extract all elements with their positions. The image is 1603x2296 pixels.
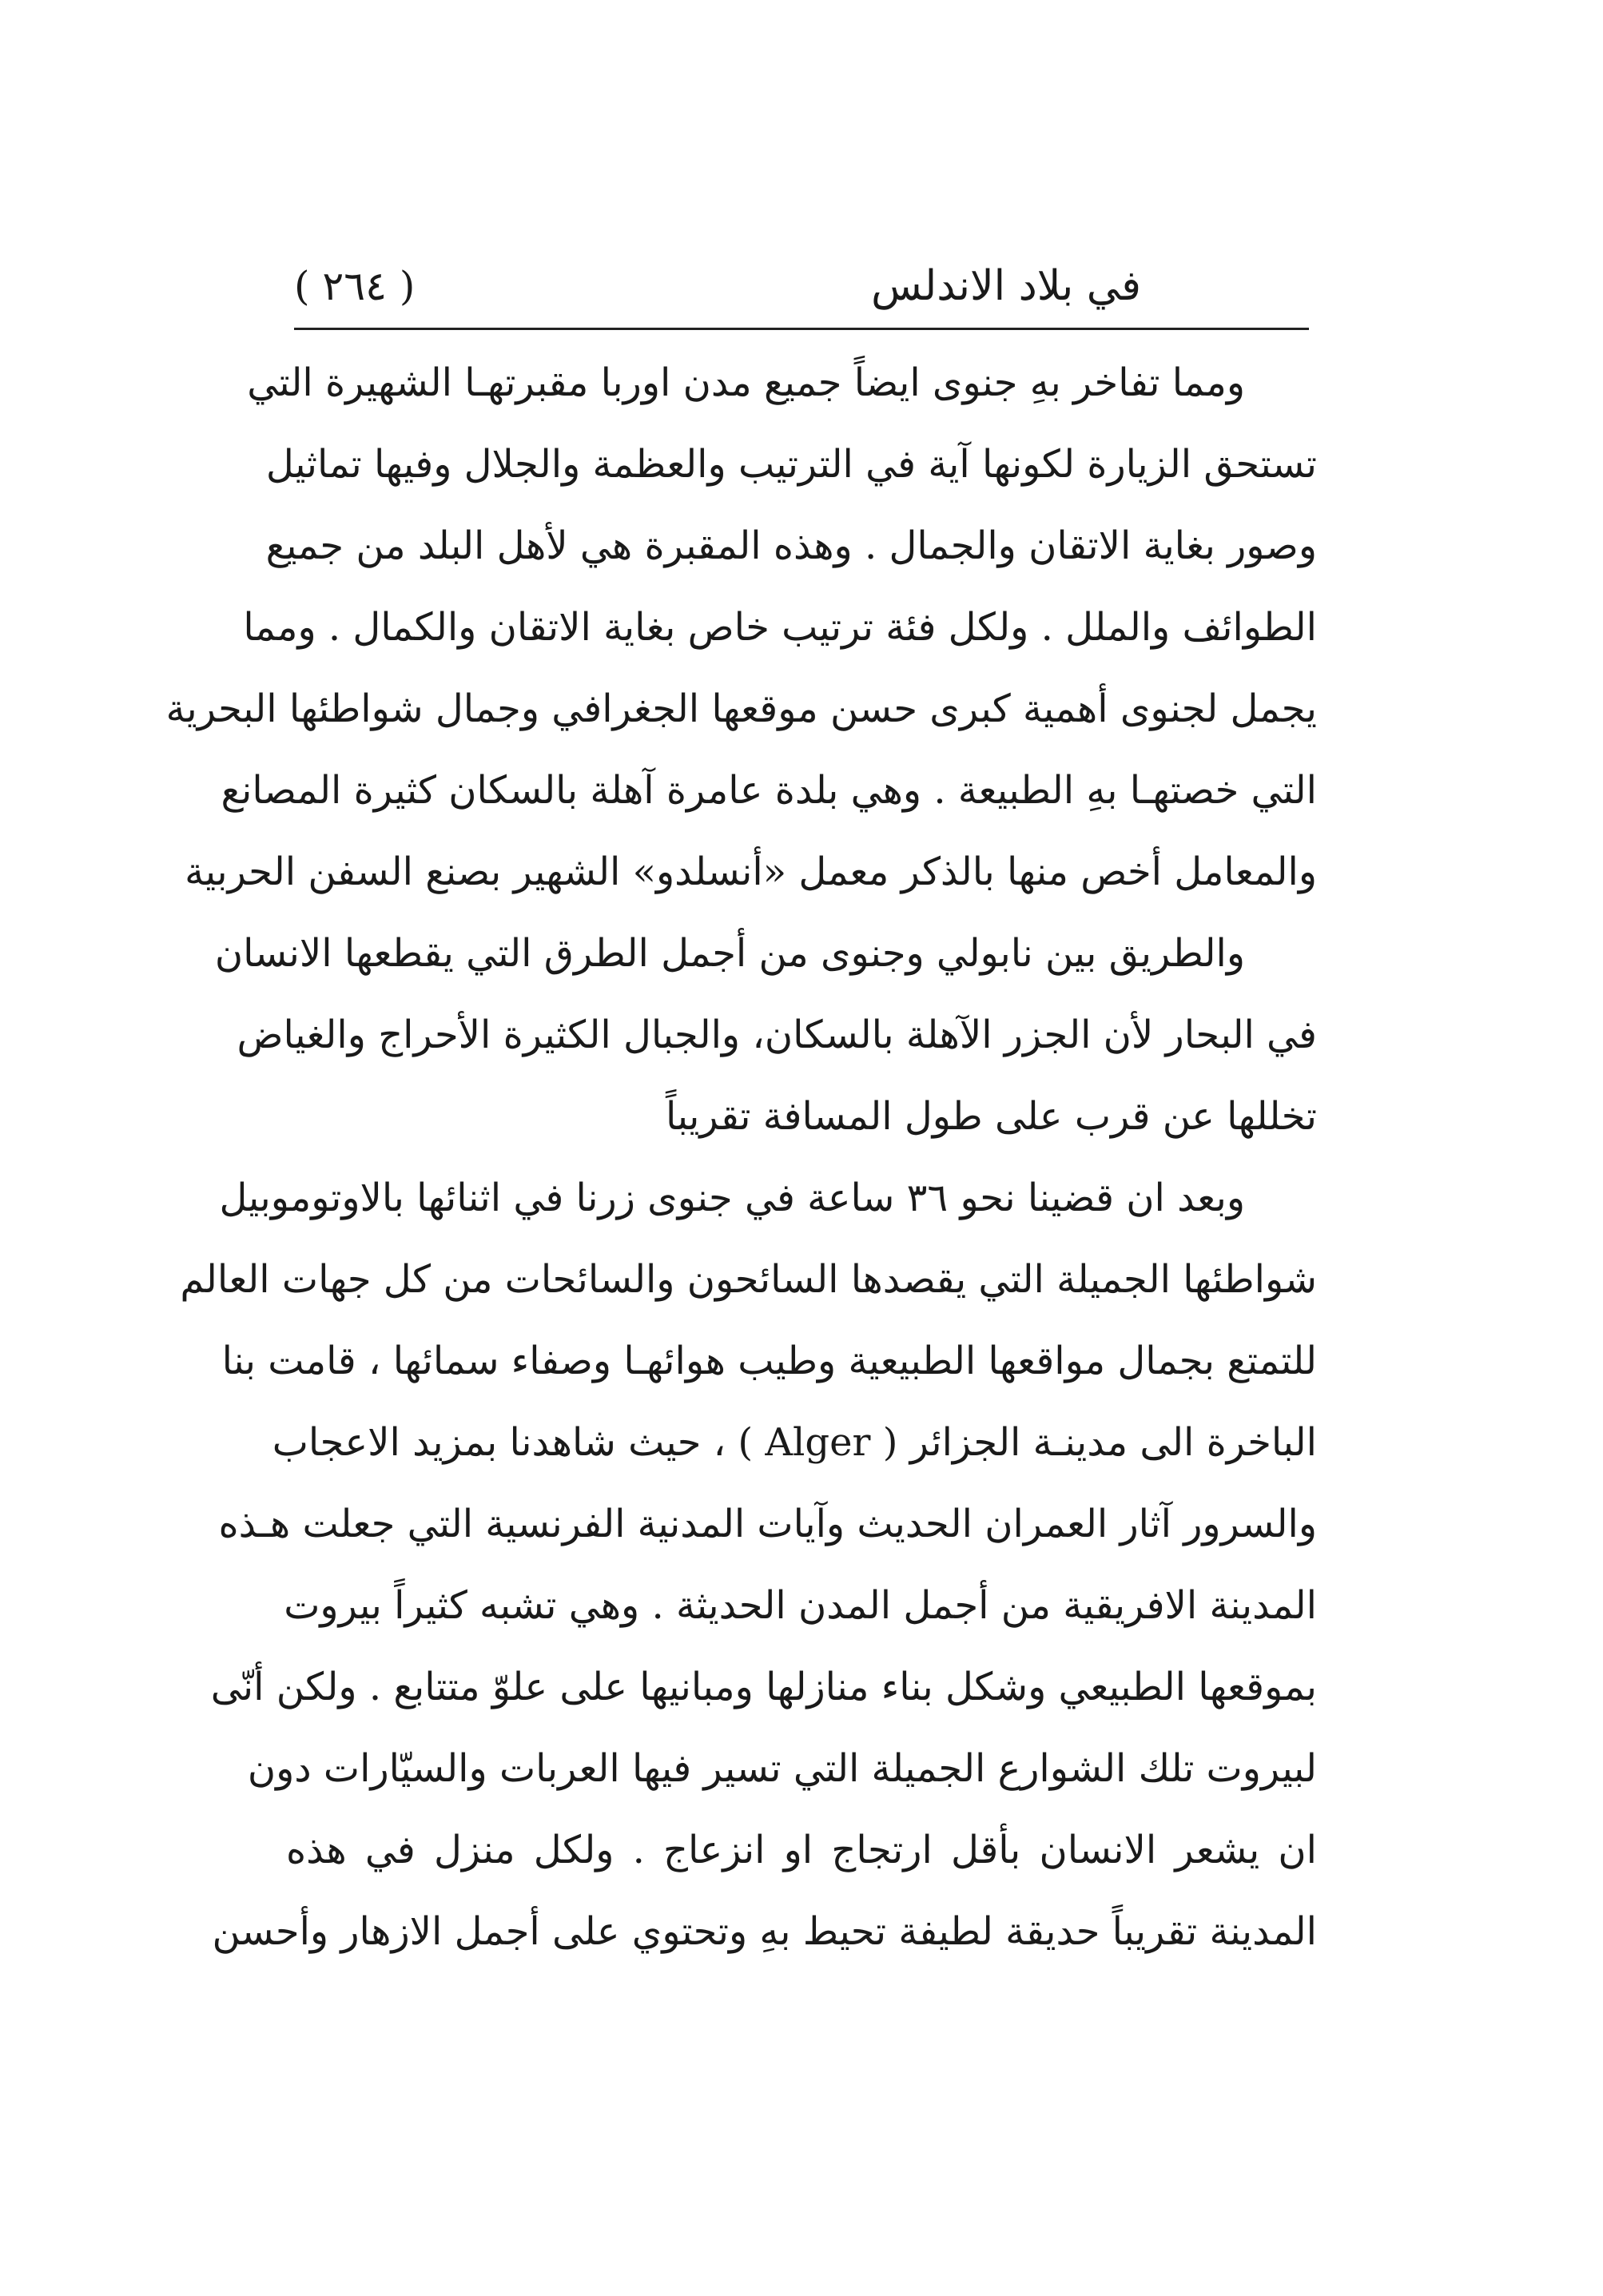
- text-line: الباخرة الى مدينـة الجزائر ( Alger ) ، حيث شاهدنا بمزيد الاعجاب: [272, 1420, 1317, 1465]
- page-number: ( ٢٦٤ ): [294, 263, 416, 309]
- text-line: التي خصتهـا بهِ الطبيعة . وهي بلدة عامرة آهلة بالسكان كثيرة المصانع: [221, 768, 1317, 813]
- text-line: لبيروت تلك الشوارع الجميلة التي تسير فيها العربات والسيّارات دون: [247, 1746, 1317, 1791]
- page-header: [294, 254, 1309, 326]
- text-line: يجمل لجنوى أهمية كبرى حسن موقعها الجغرافي وجمال شواطئها البحرية: [165, 686, 1317, 731]
- text-line: تستحق الزيارة لكونها آية في الترتيب والعظمة والجلال وفيها تماثيل: [265, 442, 1317, 487]
- text-line: في البحار لأن الجزر الآهلة بالسكان، والجبال الكثيرة الأحراج والغياض: [237, 1013, 1317, 1057]
- text-line: تخللها عن قرب على طول المسافة تقريباً: [665, 1094, 1317, 1139]
- text-line: وبعد ان قضينا نحو ٣٦ ساعة في جنوى زرنا في اثنائها بالاوتوموبيل: [219, 1176, 1245, 1220]
- text-line: المدينة تقريباً حديقة لطيفة تحيط بهِ وتحتوي على أجمل الازهار وأحسن: [212, 1909, 1317, 1954]
- running-title: في بلاد الاندلس: [871, 262, 1141, 310]
- text-line: والسرور آثار العمران الحديث وآيات المدنية الفرنسية التي جعلت هـذه: [218, 1502, 1317, 1546]
- header-rule: [294, 328, 1309, 330]
- text-line: شواطئها الجميلة التي يقصدها السائحون والسائحات من كل جهات العالم: [180, 1257, 1317, 1302]
- text-line: والمعامل أخص منها بالذكر معمل «أنسلدو» الشهير بصنع السفن الحربية: [185, 850, 1317, 894]
- text-line: ومما تفاخر بهِ جنوى ايضاً جميع مدن اوربا مقبرتهـا الشهيرة التي: [247, 360, 1245, 405]
- text-line: والطريق بين نابولي وجنوى من أجمل الطرق التي يقطعها الانسان: [214, 931, 1245, 976]
- text-line: المدينة الافريقية من أجمل المدن الحديثة . وهي تشبه كثيراً بيروت: [284, 1583, 1317, 1628]
- body-text: [165, 342, 1317, 1972]
- text-line: للتمتع بجمال مواقعها الطبيعية وطيب هوائهـا وصفاء سمائها ، قامت بنا: [221, 1339, 1317, 1383]
- text-line: الطوائف والملل . ولكل فئة ترتيب خاص بغاية الاتقان والكمال . ومما: [243, 605, 1317, 650]
- text-line: ان يشعر الانسان بأقل ارتجاج او انزعاج . ولكل منزل في هذه: [286, 1828, 1317, 1872]
- text-line: وصور بغاية الاتقان والجمال . وهذه المقبرة هي لأهل البلد من جميع: [265, 523, 1317, 568]
- text-line: بموقعها الطبيعي وشكل بناء منازلها ومبانيها على علوّ متتابع . ولكن أنّى: [210, 1665, 1317, 1709]
